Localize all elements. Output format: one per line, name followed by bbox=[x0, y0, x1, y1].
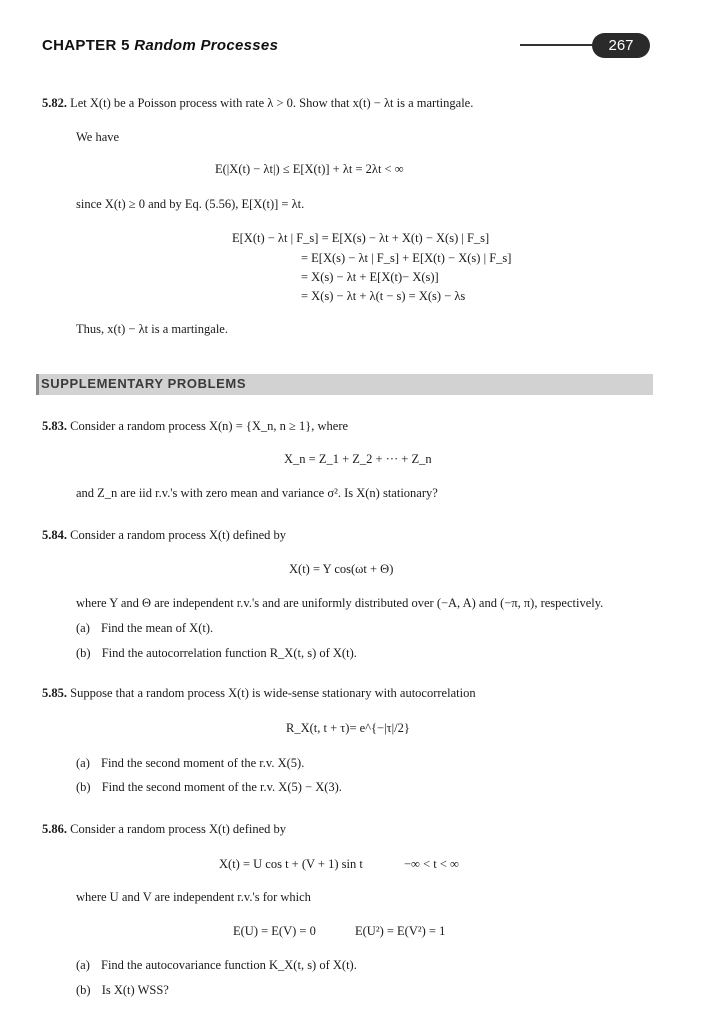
since-text: since X(t) ≥ 0 and by Eq. (5.56), E[X(t)] = λt. bbox=[76, 197, 305, 211]
equation-cosine-process: X(t) = Y cos(ωt + Θ) bbox=[289, 562, 394, 576]
equation-range: −∞ < t < ∞ bbox=[404, 857, 459, 871]
conclusion-text: Thus, x(t) − λt is a martingale. bbox=[76, 322, 228, 336]
problem-number: 5.84. bbox=[42, 528, 67, 542]
problem-text: Consider a random process X(n) = {X_n, n ≥ 1}, where bbox=[70, 419, 349, 433]
problem-text: Consider a random process X(t) defined by bbox=[70, 822, 287, 836]
part-label: (b) bbox=[76, 646, 91, 660]
page-number-badge: 267 bbox=[592, 33, 650, 58]
problem-585-statement bbox=[42, 686, 476, 701]
problem-586-part-a bbox=[76, 958, 357, 973]
problem-582-statement bbox=[42, 96, 473, 111]
problem-text: Let X(t) be a Poisson process with rate λ > 0. Show that x(t) − λt is a martingale. bbox=[70, 96, 474, 110]
chapter-label: CHAPTER 5 bbox=[42, 37, 130, 54]
equation-line-2: = E[X(s) − λt | F_s] + E[X(t) − X(s) | F_s] bbox=[301, 251, 512, 265]
part-text: Find the mean of X(t). bbox=[101, 621, 214, 635]
part-label: (a) bbox=[76, 756, 90, 770]
part-label: (a) bbox=[76, 958, 90, 972]
problem-584-where: where Y and Θ are independent r.v.'s and are uniformly distributed over (−A, A) and (−π, π), respectively. bbox=[76, 596, 604, 610]
problem-586-part-b bbox=[76, 983, 169, 998]
problem-number: 5.82. bbox=[42, 96, 67, 110]
equation-means: E(U) = E(V) = 0 bbox=[233, 924, 316, 938]
part-text: Find the autocorrelation function R_X(t, s) of X(t). bbox=[101, 646, 357, 660]
part-label: (a) bbox=[76, 621, 90, 635]
equation-line-3: = X(s) − λt + E[X(t)− X(s)] bbox=[301, 270, 439, 284]
section-title: SUPPLEMENTARY PROBLEMS bbox=[41, 376, 247, 391]
chapter-title: Random Processes bbox=[134, 37, 279, 54]
problem-number: 5.85. bbox=[42, 686, 67, 700]
equation-autocorrelation: R_X(t, t + τ)= e^{−|τ|/2} bbox=[286, 721, 410, 735]
problem-number: 5.83. bbox=[42, 419, 67, 433]
equation-expectation-bound: E(|X(t) − λt|) ≤ E[X(t)] + λt = 2λt < ∞ bbox=[215, 162, 404, 176]
part-label: (b) bbox=[76, 983, 91, 997]
part-label: (b) bbox=[76, 780, 91, 794]
part-text: Find the autocovariance function K_X(t, s) of X(t). bbox=[101, 958, 357, 972]
problem-586-statement bbox=[42, 822, 286, 837]
problem-585-part-b bbox=[76, 780, 342, 795]
part-text: Is X(t) WSS? bbox=[101, 983, 169, 997]
problem-584-part-a bbox=[76, 621, 213, 636]
equation-line-1: E[X(t) − λt | F_s] = E[X(s) − λt + X(t) − X(s) | F_s] bbox=[232, 231, 490, 245]
chapter-header bbox=[42, 37, 278, 54]
equation-partial-sum: X_n = Z_1 + Z_2 + ··· + Z_n bbox=[284, 452, 432, 466]
equation-second-moments: E(U²) = E(V²) = 1 bbox=[355, 924, 446, 938]
we-have-text: We have bbox=[76, 130, 120, 144]
problem-text: Consider a random process X(t) defined by bbox=[70, 528, 287, 542]
problem-583-statement bbox=[42, 419, 348, 434]
problem-text: Suppose that a random process X(t) is wide-sense stationary with autocorrelation bbox=[70, 686, 476, 700]
equation-process-definition: X(t) = U cos t + (V + 1) sin t bbox=[219, 857, 363, 871]
equation-line-4: = X(s) − λt + λ(t − s) = X(s) − λs bbox=[301, 289, 466, 303]
problem-584-statement bbox=[42, 528, 286, 543]
problem-584-part-b bbox=[76, 646, 357, 661]
problem-585-part-a bbox=[76, 756, 304, 771]
part-text: Find the second moment of the r.v. X(5). bbox=[101, 756, 305, 770]
problem-583-tail: and Z_n are iid r.v.'s with zero mean and variance σ². Is X(n) stationary? bbox=[76, 486, 438, 500]
problem-number: 5.86. bbox=[42, 822, 67, 836]
part-text: Find the second moment of the r.v. X(5) − X(3). bbox=[101, 780, 342, 794]
problem-586-where: where U and V are independent r.v.'s for which bbox=[76, 890, 311, 904]
